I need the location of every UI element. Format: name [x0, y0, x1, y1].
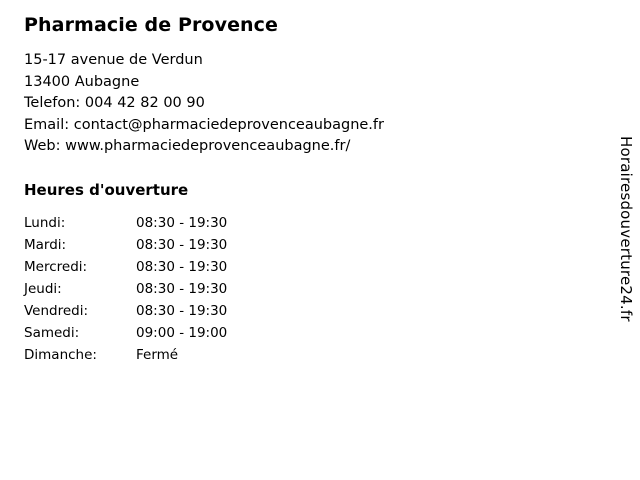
- watermark-text: Horairesdouverture24.fr: [617, 136, 635, 322]
- table-row: [24, 278, 296, 300]
- address-line-2: 13400 Aubagne: [24, 73, 140, 90]
- table-row: [24, 256, 296, 278]
- website-line: Web: www.pharmaciedeprovenceaubagne.fr/: [24, 138, 351, 154]
- day-label: Vendredi:: [24, 302, 89, 319]
- day-label: Jeudi:: [24, 280, 62, 297]
- business-info: [24, 12, 564, 366]
- day-hours: 09:00 - 19:00: [136, 324, 228, 341]
- day-label: Mardi:: [24, 236, 67, 253]
- page-title: Pharmacie de Provence: [24, 14, 279, 36]
- opening-hours-table: [24, 212, 296, 366]
- table-row: [24, 344, 296, 366]
- email-line: Email: contact@pharmaciedeprovenceaubagne.fr: [24, 116, 384, 133]
- day-hours: 08:30 - 19:30: [136, 214, 228, 231]
- table-row: [24, 234, 296, 256]
- day-label: Mercredi:: [24, 258, 88, 275]
- day-hours: Fermé: [136, 346, 179, 363]
- phone-line: Telefon: 004 42 82 00 90: [24, 95, 205, 111]
- address-line-1: 15-17 avenue de Verdun: [24, 52, 203, 68]
- table-row: [24, 212, 296, 234]
- day-hours: 08:30 - 19:30: [136, 280, 228, 297]
- day-hours: 08:30 - 19:30: [136, 258, 228, 275]
- day-label: Dimanche:: [24, 346, 97, 363]
- day-hours: 08:30 - 19:30: [136, 302, 228, 319]
- opening-hours-heading: Heures d'ouverture: [24, 180, 189, 199]
- table-row: [24, 322, 296, 344]
- day-label: Samedi:: [24, 324, 80, 341]
- day-hours: 08:30 - 19:30: [136, 236, 228, 253]
- table-row: [24, 300, 296, 322]
- day-label: Lundi:: [24, 214, 66, 231]
